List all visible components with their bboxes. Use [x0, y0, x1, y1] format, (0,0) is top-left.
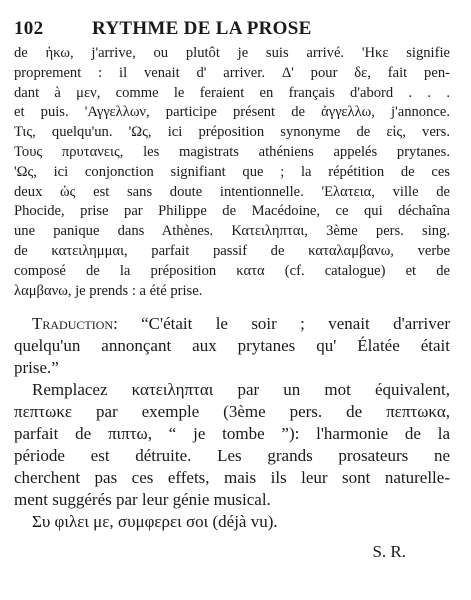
paragraph-line: Remplacez κατειληπται par un mot équivalent, — [32, 380, 450, 400]
translation-line: prise.” — [14, 358, 59, 378]
note-line: une panique dans Athènes. Κατειληπται, 3ème pers. sing. — [14, 223, 450, 240]
main-text — [14, 313, 450, 563]
note-line: de ἡκω, j'arrive, ou plutôt je suis arrivé. 'Ηκε signifie — [14, 45, 450, 61]
translation-line: : “C'était le soir ; venait d'arriver — [113, 314, 450, 334]
page-number: 102 — [14, 18, 44, 39]
running-head: RYTHME DE LA PROSE — [92, 18, 312, 39]
note-line: λαμβανω, je prends : a été prise. — [14, 282, 203, 299]
note-line: Phocide, prise par Philippe de Macédoine, ce qui déchaîna — [14, 203, 450, 220]
greek-quote-line: Συ φιλει με, συμφερει σοι (déjà vu). — [32, 512, 278, 532]
paragraph-line: période est détruite. Les grands prosateurs ne — [14, 446, 450, 466]
note-line: et puis. 'Αγγελλων, participe présent de ἀγγελλω, j'annonce. — [14, 104, 450, 121]
paragraph-line: ment suggérés par leur génie musical. — [14, 490, 271, 510]
book-page — [14, 18, 450, 563]
commentary-note — [14, 44, 450, 301]
note-line: dant à μεν, comme le feraient en français d'abord . . . — [14, 84, 450, 101]
translation-line: quelqu'un annonçant aux prytanes qu' Élatée était — [14, 336, 450, 356]
translation-label: Traduction — [32, 314, 114, 334]
note-line: composé de la préposition κατα (cf. catalogue) et de — [14, 262, 450, 279]
signature: S. R. — [372, 542, 406, 562]
note-line: proprement : il venait d' arriver. Δ' pour δε, fait pen- — [14, 64, 450, 81]
paragraph-line: parfait de πιπτω, “ je tombe ”): l'harmonie de la — [14, 424, 450, 444]
paragraph-line: cherchent pas ces effets, mais ils leur sont naturelle- — [14, 468, 450, 488]
note-line: Τους πρυτανεις, les magistrats athéniens appelés prytanes. — [14, 143, 450, 160]
page-header — [14, 18, 450, 40]
note-line: deux ὡς est sans doute intentionnelle. 'Ελατεια, ville de — [14, 183, 450, 200]
note-line: de κατειλημμαι, parfait passif de καταλαμβανω, verbe — [14, 242, 450, 259]
note-line: Τις, quelqu'un. 'Ως, ici préposition synonyme de εἰς, vers. — [14, 124, 450, 141]
paragraph-line: πεπτωκε par exemple (3ème pers. de πεπτωκα, — [14, 402, 450, 422]
note-line: 'Ως, ici conjonction signifiant que ; la répétition de ces — [14, 163, 450, 180]
translation-first-line — [14, 313, 450, 335]
